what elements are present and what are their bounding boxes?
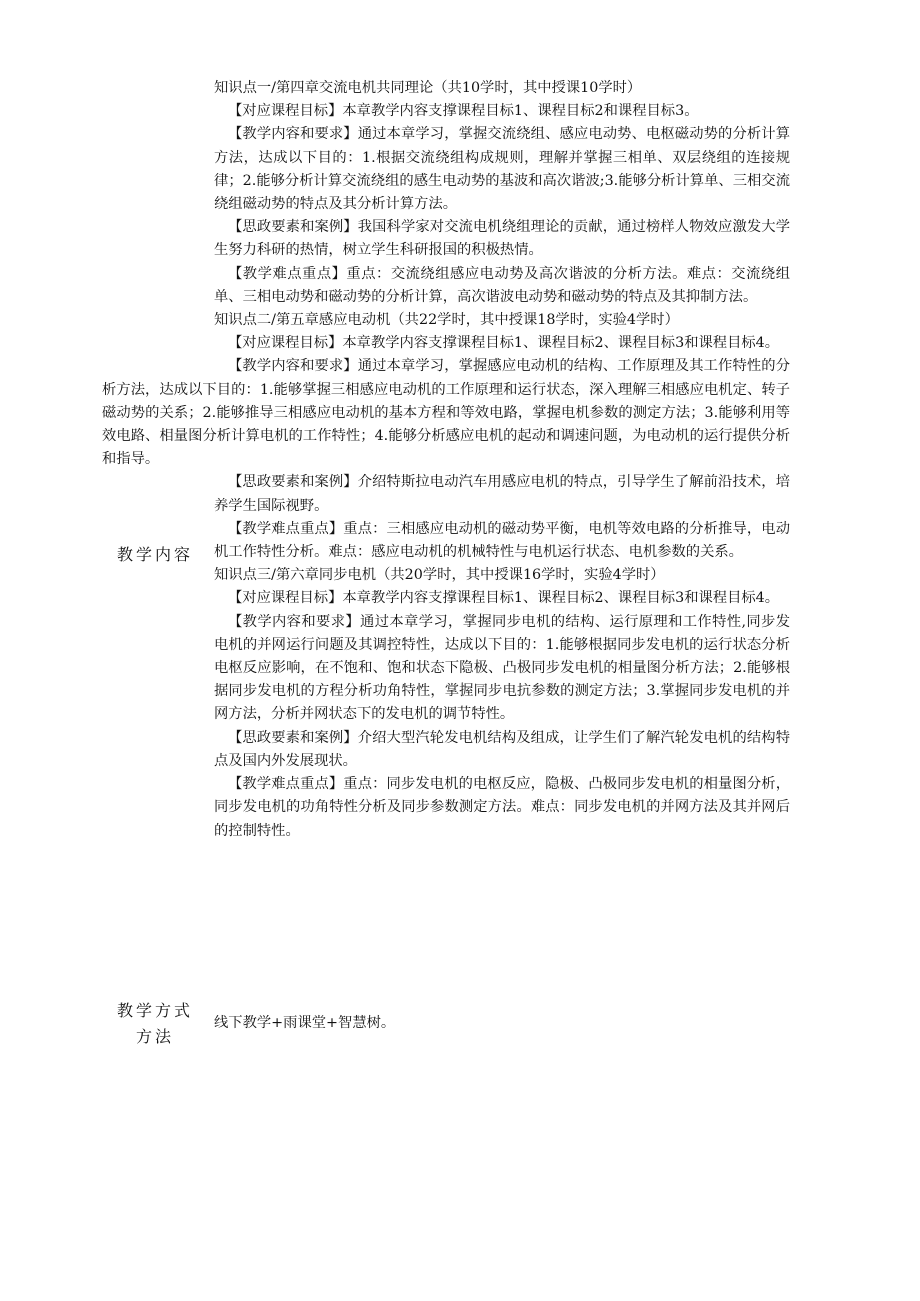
key-difficult-points-paragraph: 【教学难点重点】重点：同步发电机的电枢反应，隐极、凸极同步发电机的相量图分析，同步发电机的功角特性分析及同步参数测定方法。难点：同步发电机的并网方法及其并网后的控制特性。 xyxy=(214,776,790,839)
teaching-content-label xyxy=(100,543,210,567)
teaching-method-label-line2: 方法 xyxy=(135,1027,174,1046)
course-objective-paragraph: 【对应课程目标】本章教学内容支撑课程目标1、课程目标2、课程目标3和课程目标4。 xyxy=(228,590,780,607)
teaching-method-label xyxy=(100,998,210,1050)
teaching-method-text: 线下教学+雨课堂+智慧树。 xyxy=(214,1015,396,1031)
course-objective-paragraph: 【对应课程目标】本章教学内容支撑课程目标1、课程目标2、课程目标3和课程目标4。 xyxy=(228,335,780,352)
course-objective-paragraph: 【对应课程目标】本章教学内容支撑课程目标1、课程目标2和课程目标3。 xyxy=(228,103,699,120)
key-difficult-points-paragraph: 【教学难点重点】重点：三相感应电动机的磁动势平衡，电机等效电路的分析推导，电动机工作特性分析。难点：感应电动机的机械特性与电机运行状态、电机参数的关系。 xyxy=(214,520,790,561)
section-heading: 知识点三/第六章同步电机（共20学时，其中授课16学时，实验4学时） xyxy=(214,567,665,584)
knowledge-point-2 xyxy=(102,309,790,564)
ideology-case-paragraph: 【思政要素和案例】介绍大型汽轮发电机结构及组成，让学生们了解汽轮发电机的结构特点及国内外发展现状。 xyxy=(214,729,790,769)
teaching-content-label-text: 教学内容 xyxy=(116,545,193,564)
content-requirements-paragraph: 【教学内容和要求】通过本章学习，掌握交流绕组、感应电动势、电枢磁动势的分析计算方法，达成以下目的：1.根据交流绕组构成规则，理解并掌握三相单、双层绕组的连接规律；2.能够分析计算交流绕组的感生电动势的基波和高次谐波;3.能够分析计算单、三相交流绕组磁动势的特点及其分析计算方法。 xyxy=(214,126,790,213)
section-heading: 知识点二/第五章感应电动机（共22学时，其中授课18学时，实验4学时） xyxy=(214,312,679,329)
content-requirements-paragraph: 【教学内容和要求】通过本章学习，掌握同步电机的结构、运行原理和工作特性,同步发电机的并网运行问题及其调控特性，达成以下目的：1.能够根据同步发电机的运行状态分析电枢反应影响，在不饱和、饱和状态下隐极、凸极同步发电机的相量图分析方法；2.能够根据同步发电机的方程分析功角特性，掌握同步电抗参数的测定方法；3.掌握同步发电机的并网方法，分析并网状态下的发电机的调节特性。 xyxy=(214,613,790,723)
section-heading: 知识点一/第四章交流电机共同理论（共10学时，其中授课10学时） xyxy=(214,80,642,96)
ideology-case-paragraph: 【思政要素和案例】介绍特斯拉电动汽车用感应电机的特点，引导学生了解前沿技术，培养学生国际视野。 xyxy=(214,474,790,514)
knowledge-point-1 xyxy=(214,77,790,309)
ideology-case-paragraph: 【思政要素和案例】我国科学家对交流电机绕组理论的贡献，通过榜样人物效应激发大学生努力科研的热情，树立学生科研报国的积极热情。 xyxy=(214,219,790,259)
knowledge-point-3 xyxy=(214,564,790,842)
content-requirements-paragraph: 【教学内容和要求】通过本章学习，掌握感应电动机的结构、工作原理及其工作特性的分析方法，达成以下目的：1.能够掌握三相感应电动机的工作原理和运行状态，深入理解三相感应电机定、转子磁动势的关系；2.能够推导三相感应电动机的基本方程和等效电路，掌握电机参数的测定方法；3.能够利用等效电路、相量图分析计算电机的工作特性；4.能够分析感应电机的起动和调速问题，为电动机的运行提供分析和指导。 xyxy=(102,358,790,468)
teaching-content-body xyxy=(102,77,790,843)
key-difficult-points-paragraph: 【教学难点重点】重点：交流绕组感应电动势及高次谐波的分析方法。难点：交流绕组单、三相电动势和磁动势的分析计算，高次谐波电动势和磁动势的特点及其抑制方法。 xyxy=(214,265,790,305)
teaching-method-label-line1: 教学方式 xyxy=(116,1001,193,1020)
